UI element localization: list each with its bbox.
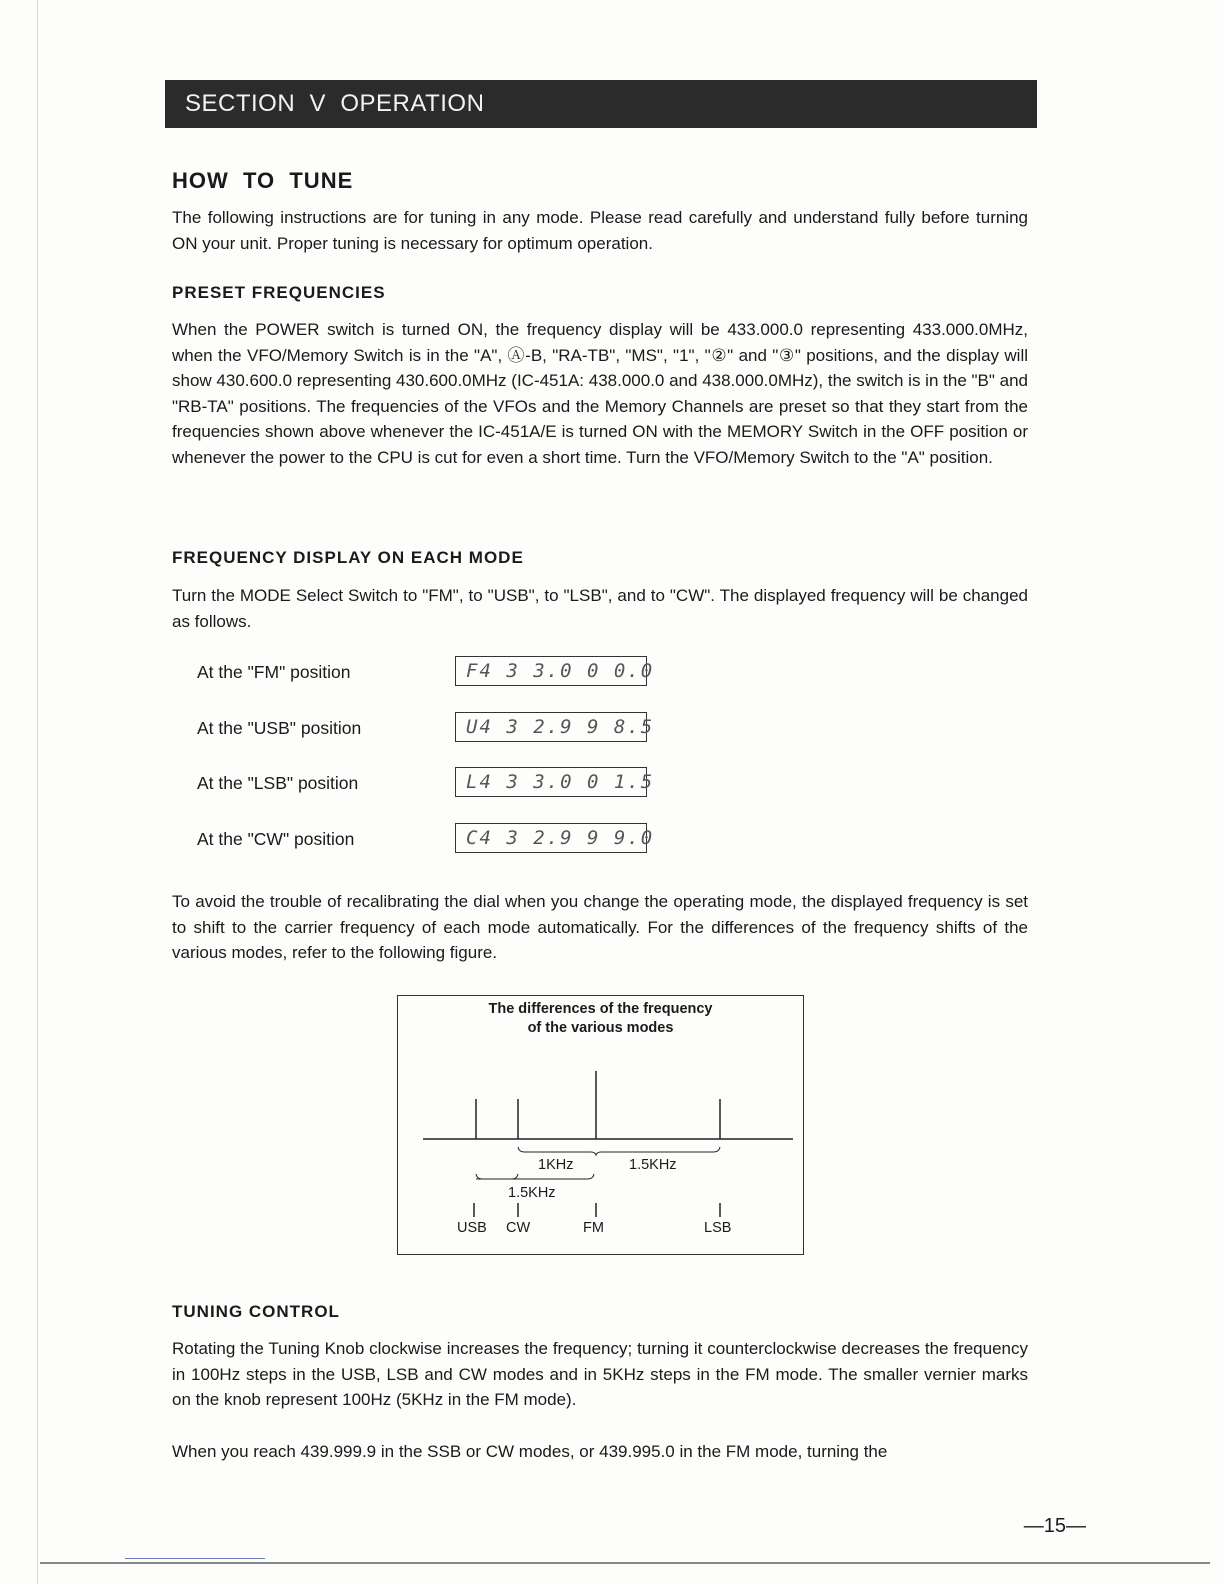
lcd-value: 4 3 2.9 9 8.5 [479, 716, 655, 738]
section-title-bar [165, 80, 1037, 128]
display-row-fm [197, 656, 657, 690]
label-15khz-right: 1.5KHz [629, 1157, 677, 1173]
preset-frequencies-heading: PRESET FREQUENCIES [172, 283, 386, 302]
label-cw: CW [506, 1220, 531, 1236]
figure-title-line2: of the various modes [527, 1020, 674, 1036]
how-to-tune-text: The following instructions are for tuning in any mode. Please read carefully and understand fully before turning ON your unit. Proper tuning is necessary for optimum operation. [172, 208, 1028, 253]
tuning-control-heading: TUNING CONTROL [172, 1302, 340, 1321]
lcd-value: 4 3 3.0 0 0.0 [479, 660, 655, 682]
mode-shift-text: To avoid the trouble of recalibrating the dial when you change the operating mode, the displayed frequency is set to shift to the carrier frequency of each mode automatically. For the differences of the frequency shifts of the various modes, refer to the following figure. [172, 892, 1028, 962]
tuning-control-text2: When you reach 439.999.9 in the SSB or CW modes, or 439.995.0 in the FM mode, turning the [172, 1442, 888, 1461]
frequency-display-heading: FREQUENCY DISPLAY ON EACH MODE [172, 548, 524, 567]
lcd-value: 4 3 3.0 0 1.5 [479, 771, 655, 793]
lcd-mode: C [466, 827, 480, 849]
figure-title-line1: The differences of the frequency [488, 1001, 713, 1017]
lcd-mode: U [466, 716, 480, 738]
label-usb: USB [457, 1220, 487, 1236]
lcd-display [455, 823, 655, 853]
bottom-rule [40, 1562, 1210, 1564]
preset-frequencies-text: When the POWER switch is turned ON, the frequency display will be 433.000.0 representing 433.000.0MHz, when the VFO/Memory Switch is in the "A", Ⓐ-B, "RA-TB", "MS", "1", "②" and "③" positions, and the display will show 430.600.0 representing 430.600.0MHz (IC-451A: 438.000.0 and 438.000.0MHz), the switch is in the "B" and "RB-TA" positions. The frequencies of the VFOs and the Memory Channels are preset so that they start from the frequencies shown above whenever the IC-451A/E is turned ON with the MEMORY Switch in the OFF position or whenever the power to the CPU is cut for even a short time. Turn the VFO/Memory Switch to the "A" position. [172, 320, 1028, 467]
label-1khz: 1KHz [538, 1157, 574, 1173]
lcd-mode: L [466, 771, 480, 793]
label-fm: FM [583, 1220, 604, 1236]
lcd-value: 4 3 2.9 9 9.0 [479, 827, 655, 849]
lcd-mode: F [466, 660, 480, 682]
section-title: SECTION V OPERATION [185, 90, 485, 117]
page-number: —15— [1023, 1515, 1086, 1537]
label-lsb: LSB [704, 1220, 732, 1236]
label-15khz-left: 1.5KHz [508, 1185, 556, 1201]
lower-brace [476, 1174, 594, 1179]
display-label: At the "FM" position [197, 662, 351, 682]
frequency-difference-figure [397, 995, 804, 1255]
display-row-lsb [197, 767, 657, 801]
page-edge-line [37, 0, 38, 1584]
tuning-control-text: Rotating the Tuning Knob clockwise increases the frequency; turning it counterclockwise decreases the frequency in 100Hz steps in the USB, LSB and CW modes and in 5KHz steps in the FM mode. The smaller vernier marks on the knob represent 100Hz (5KHz in the FM mode). [172, 1339, 1028, 1409]
how-to-tune-heading: HOW TO TUNE [172, 168, 354, 193]
display-label: At the "USB" position [197, 718, 362, 738]
lower-brace-left [476, 1174, 518, 1179]
lcd-display [455, 767, 655, 797]
figure-diagram [398, 996, 805, 1256]
display-row-usb [197, 712, 657, 746]
display-row-cw [197, 823, 657, 857]
upper-brace [518, 1147, 720, 1155]
frequency-display-text: Turn the MODE Select Switch to "FM", to "USB", to "LSB", and to "CW". The displayed frequency will be changed as follows. [172, 586, 1028, 631]
display-label: At the "CW" position [197, 829, 355, 849]
lcd-display [455, 656, 655, 686]
display-label: At the "LSB" position [197, 773, 359, 793]
lcd-display [455, 712, 655, 742]
bottom-accent-line [125, 1558, 265, 1559]
